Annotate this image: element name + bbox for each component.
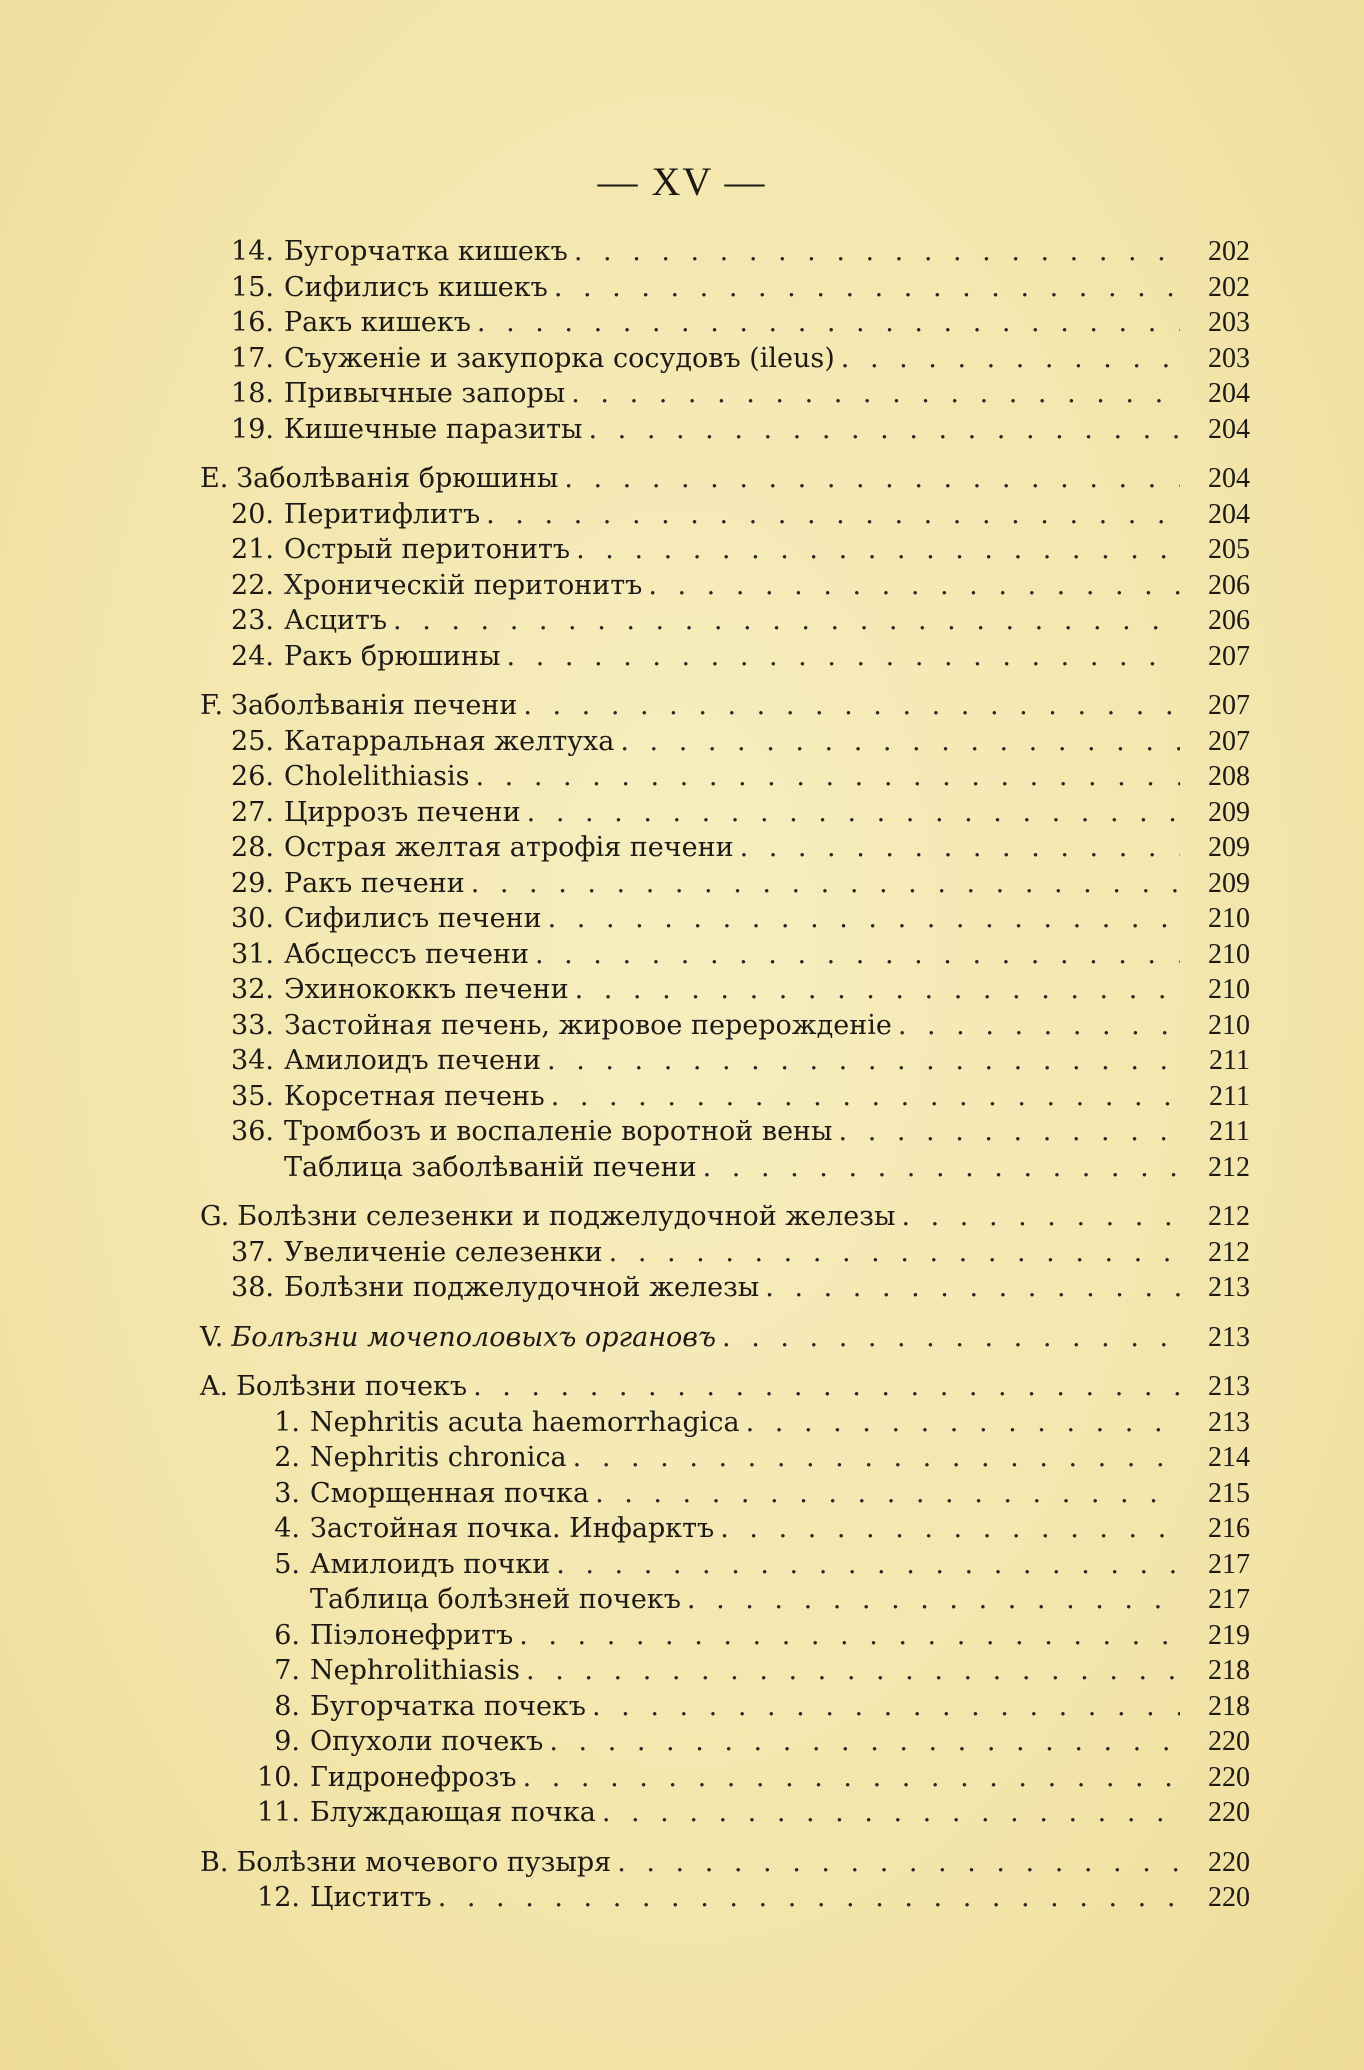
entry-title: Тромбозъ и воспаленіе воротной вены [284, 1116, 833, 1147]
entry-title: Амилоидъ почки [310, 1548, 551, 1580]
entry-title: Болѣзни мочеполовыхъ органовъ [231, 1321, 717, 1353]
entry-number: 1. [274, 1406, 300, 1438]
leader-dots [393, 605, 1180, 636]
toc-entry [200, 641, 1250, 677]
entry-page-number: 210 [1208, 974, 1250, 1005]
leader-dots [507, 641, 1180, 672]
entry-title: Застойная почка. Инфарктъ [310, 1513, 715, 1544]
toc-entry [200, 605, 1250, 641]
toc-entry [200, 1045, 1250, 1081]
entry-number: V. [200, 1321, 224, 1353]
table-of-contents [200, 236, 1250, 1918]
entry-number: 17. [231, 342, 274, 374]
entry-title: Nephritis acuta haemorrhagica [310, 1406, 740, 1438]
toc-entry [200, 1407, 1250, 1443]
entry-number: 23. [231, 605, 274, 636]
leader-dots [564, 463, 1180, 494]
entry-number: 35. [231, 1080, 274, 1112]
entry-number: 4. [274, 1513, 300, 1544]
toc-entry [200, 832, 1250, 868]
entry-number: 25. [231, 725, 274, 757]
toc-section-heading [200, 690, 1250, 726]
entry-title: Nephritis chronica [310, 1442, 567, 1473]
entry-page-number: 207 [1208, 690, 1250, 721]
entry-page-number: 203 [1208, 342, 1250, 374]
leader-dots [549, 1726, 1180, 1757]
entry-page-number: 204 [1208, 498, 1250, 530]
entry-title: Болѣзни селезенки и поджелудочной железы [237, 1201, 896, 1232]
toc-entry [200, 1513, 1250, 1549]
entry-page-number: 213 [1208, 1371, 1250, 1402]
entry-number: 19. [231, 413, 274, 445]
entry-number: 26. [231, 761, 274, 792]
entry-page-number: 220 [1208, 1726, 1250, 1757]
entry-number: 10. [257, 1761, 300, 1793]
toc-entry [200, 534, 1250, 570]
leader-dots [471, 868, 1180, 899]
entry-title: Амилоидъ печени [284, 1045, 542, 1076]
leader-dots [592, 1691, 1180, 1722]
toc-section-heading [200, 463, 1250, 499]
leader-dots [620, 726, 1180, 757]
entry-page-number: 208 [1208, 761, 1250, 792]
entry-page-number: 211 [1209, 1080, 1250, 1112]
leader-dots [473, 1371, 1180, 1402]
entry-page-number: 204 [1208, 463, 1250, 494]
leader-dots [746, 1407, 1180, 1438]
entry-page-number: 220 [1208, 1761, 1250, 1793]
entry-title: Ракъ брюшины [284, 640, 501, 672]
toc-entry [200, 1237, 1250, 1273]
entry-title: Блуждающая почка [310, 1797, 596, 1828]
toc-entry [200, 761, 1250, 797]
entry-page-number: 215 [1208, 1477, 1250, 1509]
leader-dots [556, 1549, 1180, 1580]
leader-dots [535, 939, 1180, 970]
entry-title: Сморщенная почка [310, 1477, 590, 1509]
leader-dots [575, 974, 1180, 1005]
entry-number: 9. [274, 1726, 300, 1757]
leader-dots [720, 1513, 1180, 1544]
entry-page-number: 218 [1208, 1690, 1250, 1722]
entry-title: Таблица болѣзней почекъ [310, 1584, 681, 1615]
entry-page-number: 217 [1208, 1548, 1250, 1580]
entry-title: Сифилисъ кишекъ [284, 271, 548, 303]
entry-title: Кишечные паразиты [284, 413, 583, 445]
leader-dots [740, 832, 1180, 863]
entry-page-number: 210 [1208, 1009, 1250, 1041]
entry-page-number: 209 [1208, 832, 1250, 863]
leader-dots [703, 1152, 1180, 1183]
entry-title: Острый перитонитъ [284, 534, 571, 565]
entry-title: Катарральная желтуха [284, 725, 615, 757]
entry-number: 34. [231, 1045, 274, 1076]
leader-dots [527, 797, 1180, 828]
leader-dots [589, 414, 1181, 445]
leader-dots [476, 761, 1180, 792]
entry-number: 21. [231, 534, 274, 565]
entry-number: 37. [231, 1236, 274, 1268]
entry-title: Болѣзни почекъ [236, 1371, 468, 1402]
leader-dots [898, 1010, 1180, 1041]
leader-dots [548, 903, 1180, 934]
entry-number: 18. [231, 378, 274, 409]
entry-title: Nephrolithiasis [310, 1655, 521, 1686]
entry-title: Бугорчатка почекъ [310, 1690, 586, 1722]
entry-number: 14. [231, 236, 274, 267]
entry-page-number: 212 [1208, 1236, 1250, 1268]
toc-entry [200, 1726, 1250, 1762]
entry-page-number: 210 [1208, 903, 1250, 934]
entry-number: 31. [231, 938, 274, 970]
leader-dots [573, 1442, 1180, 1473]
entry-number: 5. [274, 1548, 300, 1580]
leader-dots [519, 1620, 1180, 1651]
toc-entry [200, 236, 1250, 272]
entry-page-number: 204 [1208, 413, 1250, 445]
entry-number: 12. [257, 1882, 300, 1913]
toc-section-heading [200, 1847, 1250, 1883]
leader-dots [526, 1655, 1180, 1686]
toc-entry [200, 414, 1250, 450]
entry-page-number: 204 [1208, 378, 1250, 409]
toc-entry [200, 1620, 1250, 1656]
entry-title: Перитифлитъ [284, 498, 481, 530]
leader-dots [477, 307, 1180, 338]
entry-title: Гидронефрозъ [310, 1761, 517, 1793]
entry-title: Піэлонефритъ [310, 1619, 514, 1651]
toc-entry [200, 1584, 1250, 1620]
toc-entry [200, 1010, 1250, 1046]
entry-title: Острая желтая атрофія печени [284, 832, 734, 863]
entry-number: 15. [231, 271, 274, 303]
entry-title: Циститъ [310, 1882, 432, 1913]
toc-entry [200, 1655, 1250, 1691]
toc-entry [200, 868, 1250, 904]
entry-page-number: 213 [1208, 1272, 1250, 1303]
entry-number: 27. [231, 796, 274, 828]
entry-title: Абсцессъ печени [284, 938, 529, 970]
leader-dots [722, 1322, 1180, 1353]
toc-entry [200, 307, 1250, 343]
leader-dots [765, 1272, 1180, 1303]
entry-title: Ракъ кишекъ [284, 307, 471, 338]
toc-entry [200, 1116, 1250, 1152]
toc-entry [200, 903, 1250, 939]
toc-section-heading [200, 1322, 1250, 1358]
leader-dots [648, 570, 1180, 601]
entry-title: Cholelithiasis [284, 761, 470, 792]
entry-number: 7. [274, 1655, 300, 1686]
entry-number: 2. [274, 1442, 300, 1473]
entry-page-number: 212 [1208, 1151, 1250, 1183]
entry-number: 29. [231, 867, 274, 899]
entry-title: Эхинококкъ печени [284, 974, 569, 1005]
entry-page-number: 211 [1209, 1116, 1250, 1147]
toc-entry [200, 1081, 1250, 1117]
toc-entry [200, 1691, 1250, 1727]
toc-entry [200, 1762, 1250, 1798]
entry-page-number: 202 [1208, 236, 1250, 267]
entry-page-number: 213 [1208, 1406, 1250, 1438]
entry-page-number: 217 [1208, 1584, 1250, 1615]
entry-title: Увеличеніе селезенки [284, 1236, 603, 1268]
toc-entry [200, 1478, 1250, 1514]
entry-number: 22. [231, 569, 274, 601]
leader-dots [551, 1081, 1180, 1112]
entry-number: 11. [257, 1797, 300, 1828]
leader-dots [609, 1237, 1180, 1268]
toc-entry [200, 1797, 1250, 1833]
entry-title: Ракъ печени [284, 867, 465, 899]
entry-page-number: 205 [1208, 534, 1250, 565]
page-number: — XV — [597, 159, 767, 204]
entry-title: Болѣзни мочевого пузыря [236, 1846, 612, 1878]
entry-page-number: 220 [1208, 1882, 1250, 1913]
leader-dots [547, 1045, 1180, 1076]
toc-entry [200, 378, 1250, 414]
entry-number: 24. [231, 640, 274, 672]
entry-title: Сифилисъ печени [284, 903, 542, 934]
leader-dots [841, 343, 1180, 374]
entry-number: 30. [231, 903, 274, 934]
entry-page-number: 212 [1208, 1201, 1250, 1232]
entry-page-number: 220 [1208, 1846, 1250, 1878]
toc-entry [200, 974, 1250, 1010]
leader-dots [595, 1478, 1180, 1509]
leader-dots [901, 1201, 1180, 1232]
toc-section-heading [200, 1371, 1250, 1407]
entry-number: E. [200, 463, 229, 494]
leader-dots [554, 272, 1180, 303]
entry-page-number: 210 [1208, 938, 1250, 970]
toc-entry [200, 1272, 1250, 1308]
toc-entry [200, 1442, 1250, 1478]
entry-number: 36. [231, 1116, 274, 1147]
entry-number: 32. [231, 974, 274, 1005]
entry-page-number: 209 [1208, 867, 1250, 899]
entry-title: Хроническій перитонитъ [284, 569, 643, 601]
leader-dots [576, 534, 1180, 565]
entry-title: Застойная печень, жировое перерожденіе [284, 1009, 892, 1041]
entry-page-number: 214 [1208, 1442, 1250, 1473]
entry-number: 38. [231, 1272, 274, 1303]
entry-title: Заболѣванія печени [231, 690, 518, 721]
leader-dots [602, 1797, 1180, 1828]
entry-number: 8. [274, 1690, 300, 1722]
leader-dots [617, 1847, 1180, 1878]
entry-title: Опухоли почекъ [310, 1726, 544, 1757]
toc-entry [200, 939, 1250, 975]
entry-title: Корсетная печень [284, 1080, 545, 1112]
entry-page-number: 206 [1208, 569, 1250, 601]
leader-dots [486, 499, 1180, 530]
toc-section-heading [200, 1201, 1250, 1237]
leader-dots [571, 378, 1180, 409]
toc-entry [200, 1882, 1250, 1918]
entry-title: Привычные запоры [284, 378, 566, 409]
toc-entry [200, 570, 1250, 606]
entry-page-number: 220 [1208, 1797, 1250, 1828]
entry-number: 16. [231, 307, 274, 338]
entry-page-number: 218 [1208, 1655, 1250, 1686]
entry-page-number: 211 [1209, 1045, 1250, 1076]
entry-page-number: 216 [1208, 1513, 1250, 1544]
entry-page-number: 219 [1208, 1619, 1250, 1651]
toc-entry [200, 499, 1250, 535]
entry-number: 3. [274, 1477, 300, 1509]
entry-page-number: 206 [1208, 605, 1250, 636]
entry-page-number: 213 [1208, 1321, 1250, 1353]
entry-number: 6. [274, 1619, 300, 1651]
entry-number: 20. [231, 498, 274, 530]
entry-title: Болѣзни поджелудочной железы [284, 1272, 760, 1303]
entry-number: 28. [231, 832, 274, 863]
toc-entry [200, 726, 1250, 762]
entry-page-number: 202 [1208, 271, 1250, 303]
entry-number: F. [200, 690, 224, 721]
entry-page-number: 209 [1208, 796, 1250, 828]
leader-dots [438, 1882, 1180, 1913]
entry-title: Бугорчатка кишекъ [284, 236, 568, 267]
toc-entry [200, 272, 1250, 308]
entry-number: A. [200, 1371, 229, 1402]
toc-entry [200, 797, 1250, 833]
leader-dots [687, 1584, 1180, 1615]
leader-dots [839, 1116, 1180, 1147]
leader-dots [523, 1762, 1180, 1793]
entry-title: Циррозъ печени [284, 796, 521, 828]
entry-page-number: 203 [1208, 307, 1250, 338]
entry-number: B. [200, 1846, 229, 1878]
entry-title: Заболѣванія брюшины [236, 463, 559, 494]
entry-page-number: 207 [1208, 640, 1250, 672]
toc-entry [200, 1549, 1250, 1585]
toc-entry [200, 343, 1250, 379]
entry-page-number: 207 [1208, 725, 1250, 757]
entry-number: 33. [231, 1009, 274, 1041]
leader-dots [523, 690, 1180, 721]
entry-title: Съуженіе и закупорка сосудовъ (ileus) [284, 342, 835, 374]
toc-entry [200, 1152, 1250, 1188]
entry-title: Асцитъ [284, 605, 388, 636]
entry-title: Таблица заболѣваній печени [284, 1151, 697, 1183]
entry-number: G. [200, 1201, 230, 1232]
leader-dots [574, 236, 1180, 267]
